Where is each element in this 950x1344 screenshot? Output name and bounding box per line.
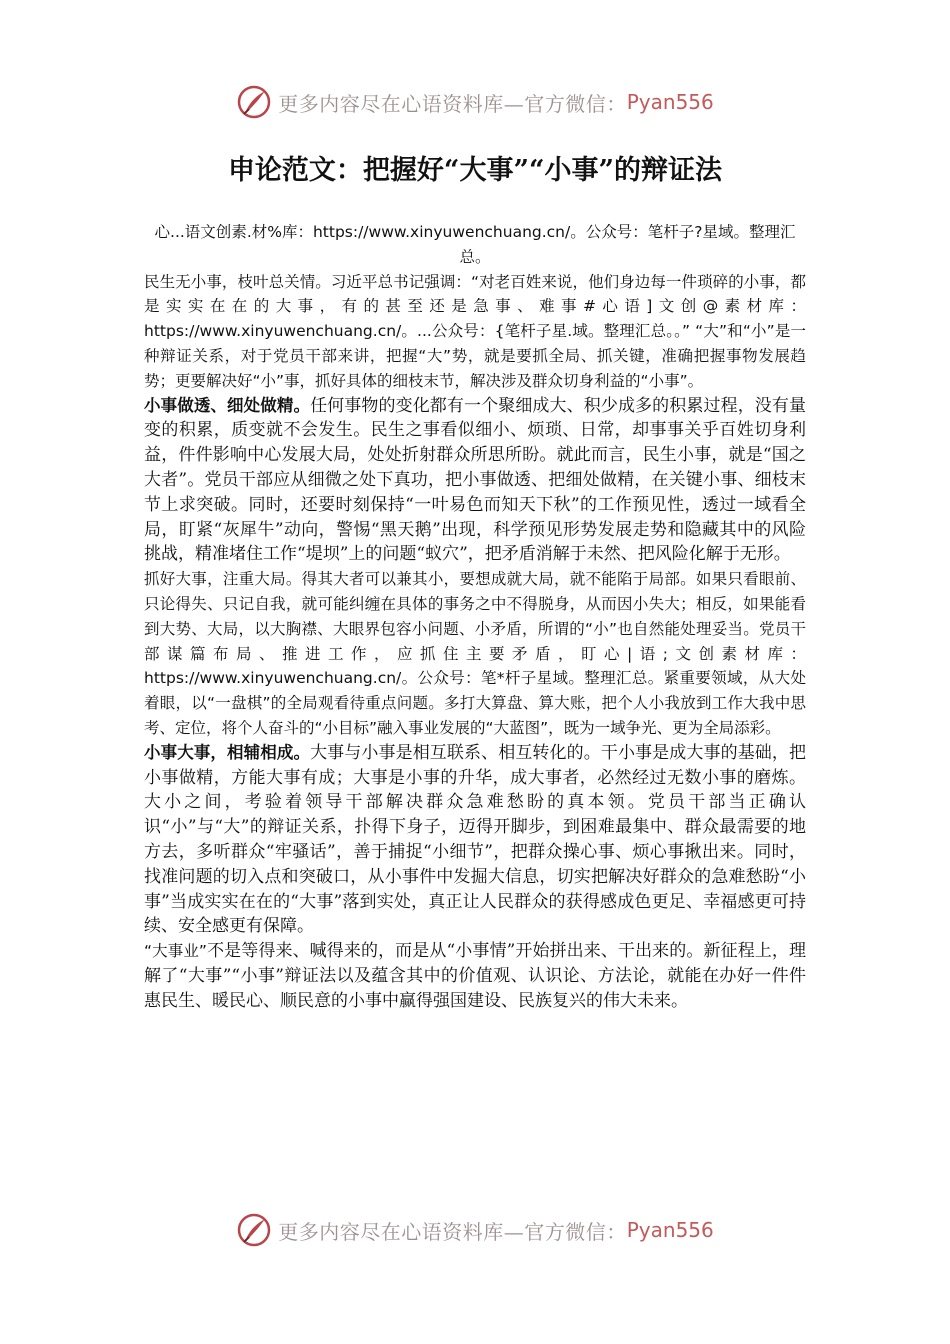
- header-banner: [0, 84, 950, 120]
- quill-pen-seal-icon: [236, 84, 272, 120]
- page-title: 申论范文：把握好“大事”“小事”的辩证法: [227, 155, 723, 186]
- paragraph-text: 任何事物的变化都有一个聚细成大、积少成多的积累过程，没有量变的积累，质变就不会发生。民生之事看似细小、烦琐、日常，却事事关乎百姓切身利益，件件影响中心发展大局，处处折射群众所思所盼。就此而言，民生小事，就是“国之大者”。党员干部应从细微之处下真功，把小事做透、把细处做精，在关键小事、细枝末节上求突破。同时，还要时刻保持“一叶易色而知天下秋”的工作预见性，透过一域看全局，盯紧“灰犀牛”动向，警惕“黑天鹅”出现，科学预见形势发展走势和隐藏其中的风险挑战，精准堵住工作“堤坝”上的问题“蚁穴”，把矛盾消解于未然、把风险化解于无形。: [144, 395, 807, 565]
- paragraph-lead: 小事大事，相辅相成。: [144, 742, 311, 762]
- paragraph-text: 不是等得来、喊得来的，而是从“小事情”开始拼出来、干出来的。新征程上，理解了“大事”“小事”辩证法以及蕴含其中的价值观、认识论、方法论，就能在办好一件件惠民生、暖民心、顺民意的小事中赢得强国建设、民族复兴的伟大未来。: [144, 941, 806, 1011]
- footer-banner: [0, 1212, 950, 1248]
- paragraph-conclusion: [144, 939, 806, 1013]
- banner-wechat-id: Pyan556: [626, 1218, 714, 1242]
- paragraph-lead: 小事做透、细处做精。: [144, 395, 311, 415]
- quill-pen-seal-icon: [236, 1212, 272, 1248]
- banner-wechat-id: Pyan556: [626, 90, 714, 114]
- paragraph-complementary: [144, 741, 806, 939]
- paragraph-quote: “大事业”: [144, 942, 207, 961]
- paragraph-text: 大事与小事是相互联系、相互转化的。干小事是成大事的基础，把小事做精，方能大事有成；大事是小事的升华，成大事者，必然经过无数小事的磨炼。大小之间，考验着领导干部解决群众急难愁盼的真本领。党员干部当正确认识“小”与“大”的辩证关系，扑得下身子，迈得开脚步，到困难最集中、群众最需要的地方去，多听群众“牢骚话”，善于捕捉“小细节”，把群众操心事、烦心事揪出来。同时，找准问题的切入点和突破口，从小事件中发掘大信息，切实把解决好群众的急难愁盼“小事”当成实实在在的“大事”落到实处，真正让人民群众的获得感成色更足、幸福感更可持续、安全感更有保障。: [144, 742, 807, 937]
- article-body: [144, 220, 806, 1014]
- paragraph-intro: 民生无小事，枝叶总关情。习近平总书记强调：“对老百姓来说，他们身边每一件琐碎的小事，都是实实在在的大事，有的甚至还是急事、难事#心语]文创@素材库：https://www.xinyuwenchuang.cn/。...公众号：{笔杆子星.域。整理汇总。。” “大”和“小”是一种辩证关系，对于党员干部来讲，把握“大”势，就是要抓全局、抓关键，准确把握事物发展趋势；更要解决好“小”事，抓好具体的细枝末节，解决涉及群众切身利益的“小事”。: [144, 272, 806, 390]
- banner-text: 更多内容尽在心语资料库—官方微信：: [278, 91, 627, 116]
- intro-source-line: 心...语文创素.材%库：https://www.xinyuwenchuang.cn/。公众号：笔杆子?星域。整理汇总。: [154, 223, 796, 266]
- banner-text: 更多内容尽在心语资料库—官方微信：: [278, 1219, 627, 1244]
- paragraph-small-things: [144, 394, 806, 568]
- paragraph-big-picture: 抓好大事，注重大局。得其大者可以兼其小，要想成就大局，就不能陷于局部。如果只看眼前、只论得失、只记自我，就可能纠缠在具体的事务之中不得脱身，从而因小失大；相反，如果能看到大势、大局，以大胸襟、大眼界包容小问题、小矛盾，所谓的“小”也自然能处理妥当。党员干部谋篇布局、推进工作，应抓住主要矛盾，盯心|语;文创素材库：https://www.xinyuwenchuang.cn/。公众号：笔*杆子星域。整理汇总。紧重要领域，从大处着眼，以“一盘棋”的全局观看待重点问题。多打大算盘、算大账，把个人小我放到工作大我中思考、定位，将个人奋斗的“小目标”融入事业发展的“大蓝图”，既为一域争光、更为全局添彩。: [144, 570, 806, 737]
